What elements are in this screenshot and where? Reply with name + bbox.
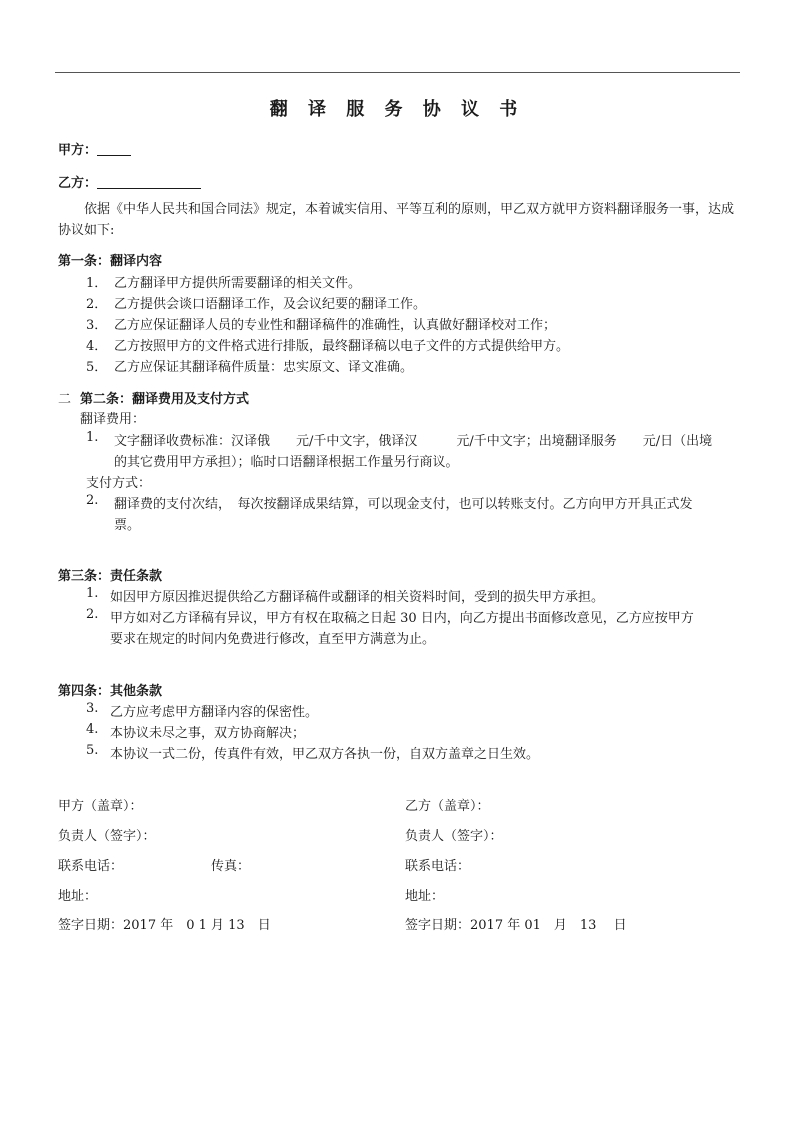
- list-item: 本协议一式二份，传真件有效，甲乙双方各执一份，自双方盖章之日生效。: [110, 747, 540, 762]
- article-2-heading: 第二条：翻译费用及支付方式: [80, 392, 250, 407]
- article-1-heading: 第一条：翻译内容: [58, 254, 163, 269]
- list-item-number: 1.: [86, 430, 99, 445]
- list-item: 乙方应保证翻译人员的专业性和翻译稿件的准确性，认真做好翻译校对工作；: [114, 318, 557, 333]
- payment-line-1: 翻译费的支付次结， 每次按翻译成果结算，可以现金支付，也可以转账支付。乙方向甲方开具正式发: [114, 497, 693, 512]
- party-a-phone-field[interactable]: 联系电话：: [58, 859, 124, 874]
- party-b-person-field[interactable]: 负责人（签字）：: [405, 829, 503, 844]
- party-a-seal-field[interactable]: 甲方（盖章）：: [58, 799, 143, 814]
- list-item-number: 1.: [86, 586, 99, 601]
- article-2-prefix: 二: [58, 392, 72, 407]
- list-item-number: 2.: [86, 493, 99, 508]
- party-b-seal-field[interactable]: 乙方（盖章）：: [405, 799, 490, 814]
- liability-item-2-line-2: 要求在规定的时间内免费进行修改，直至甲方满意为止。: [110, 632, 436, 647]
- list-item-number: 2．: [86, 297, 108, 312]
- party-b-label: 乙方：: [58, 176, 98, 191]
- fee-standard-line-2: 的其它费用甲方承担）；临时口语翻译根据工作量另行商议。: [114, 455, 459, 470]
- party-b-phone-field[interactable]: 联系电话：: [405, 859, 471, 874]
- list-item-number: 5．: [86, 360, 108, 375]
- party-b-address-field[interactable]: 地址：: [405, 889, 445, 904]
- fee-label: 翻译费用：: [80, 412, 146, 427]
- preamble: 依据《中华人民共和国合同法》规定，本着诚实信用、平等互利的原则，甲乙双方就甲方资料翻译服务一事，达成协议如下:: [58, 202, 735, 238]
- party-b-line: [58, 172, 201, 191]
- list-item: 乙方按照甲方的文件格式进行排版，最终翻译稿以电子文件的方式提供给甲方。: [114, 339, 570, 354]
- liability-item-1: 如因甲方原因推迟提供给乙方翻译稿件或翻译的相关资料时间，受到的损失甲方承担。: [110, 590, 605, 605]
- list-item: 乙方应保证其翻译稿件质量：忠实原文、译文准确。: [114, 360, 414, 375]
- party-b-date-field[interactable]: 签字日期：2017 年 01 月 13 日: [405, 918, 627, 933]
- liability-item-2-line-1: 甲方如对乙方译稿有异议，甲方有权在取稿之日起 30 日内，向乙方提出书面修改意见，乙方应按甲方: [110, 611, 694, 626]
- fee-standard-line-1: 文字翻译收费标准：汉译俄 元/千中文字，俄译汉 元/千中文字；出境翻译服务 元/日（出境: [114, 434, 713, 449]
- document-title: 翻 译 服 务 协 议 书: [269, 99, 525, 120]
- article-4-heading: 第四条：其他条款: [58, 684, 163, 699]
- list-item: 本协议未尽之事，双方协商解决；: [110, 726, 306, 741]
- list-item-number: 4．: [86, 339, 108, 354]
- list-item: 乙方应考虑甲方翻译内容的保密性。: [110, 705, 319, 720]
- party-a-label: 甲方：: [58, 143, 98, 158]
- list-item-number: 3.: [86, 701, 99, 716]
- payment-label: 支付方式：: [86, 476, 152, 491]
- party-a-address-field[interactable]: 地址：: [58, 889, 98, 904]
- list-item-number: 5.: [86, 743, 99, 758]
- list-item-number: 3．: [86, 318, 108, 333]
- party-a-fax-field[interactable]: 传真：: [211, 859, 251, 874]
- party-a-line: [58, 139, 131, 158]
- header-rule: [55, 72, 740, 73]
- list-item: 乙方提供会谈口语翻译工作，及会议纪要的翻译工作。: [114, 297, 427, 312]
- payment-line-2: 票。: [114, 518, 141, 533]
- article-3-heading: 第三条：责任条款: [58, 569, 163, 584]
- party-a-date-field[interactable]: 签字日期：2017 年 0 1 月 13 日: [58, 918, 271, 933]
- list-item-number: 2.: [86, 607, 99, 622]
- party-b-blank[interactable]: [97, 174, 201, 189]
- list-item-number: 1．: [86, 276, 108, 291]
- party-a-person-field[interactable]: 负责人（签字）：: [58, 829, 156, 844]
- list-item: 乙方翻译甲方提供所需要翻译的相关文件。: [114, 276, 362, 291]
- party-a-blank[interactable]: [97, 141, 131, 156]
- list-item-number: 4.: [86, 722, 99, 737]
